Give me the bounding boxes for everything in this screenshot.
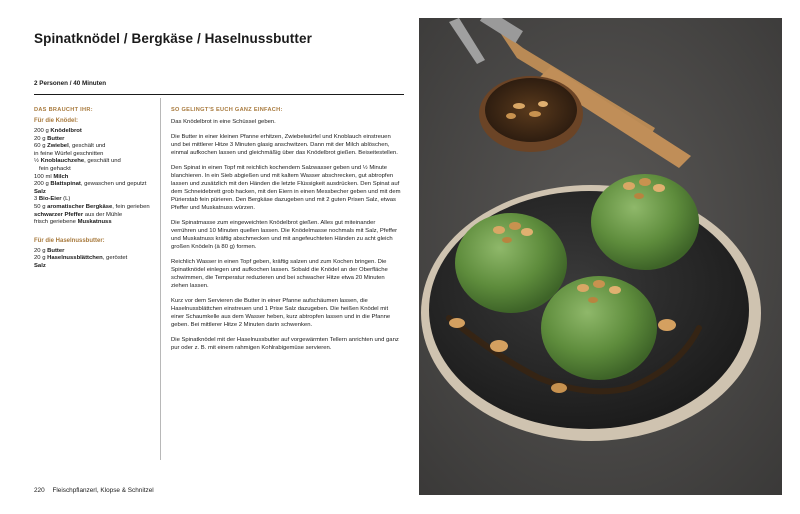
instruction-step: Reichlich Wasser in einen Topf geben, kräftig salzen und zum Kochen bringen. Die Spinatknödel einlegen und aufkochen lassen. Sobald die Knödel an der Oberfläche schwimmen, die Temperatur reduzieren und bei schwacher Hitze etwa 20 Minuten ziehen lassen. [171,259,388,289]
instructions-column [171,106,401,359]
ingredient-item: 3 Bio-Eier (L) [34,196,71,203]
ingredient-group-title: Für die Knödel: [34,118,78,124]
page-number: 220 [34,487,45,494]
ingredient-item: 20 g Butter [34,247,65,254]
ingredient-list-dumplings [34,128,156,227]
instruction-step: Kurz vor dem Servieren die Butter in einer Pfanne aufschäumen lassen, die Haselnussblättchen einstreuen und 1 Prise Salz dazugeben. Die heißen Knödel mit einer Schaumkelle aus dem Wasser heben, kurz abtropfen lassen und in die Pfanne geben. Bei mittlerer Hitze 2 Minuten darin schwenken. [171,298,391,328]
ingredient-group-title: Für die Haselnussbutter: [34,237,105,244]
instruction-step: Die Butter in einer kleinen Pfanne erhitzen, Zwiebelwürfel und Knoblauch einstreuen und bei mittlerer Hitze 3 Minuten glasig anschwitzen. Dann mit der Milch ablöschen, einmal aufkochen lassen und gleichmäßig über das Knödelbrot gießen. Beiseitestellen. [171,134,398,156]
instruction-step: Den Spinat in einen Topf mit reichlich kochendem Salzwasser geben und ½ Minute blanchieren. In ein Sieb abgießen und mit kaltem Wasser abschrecken, gut abtropfen lassen und zusätzlich mit den Händen die letzte Flüssigkeit ausdrücken. Den Spinat auf dem Schneidebrett grob hacken, mit den Eiern in einen Messbecher geben und mit dem Pürierstab fein pürieren. Den Bergkäse dazugeben und mit 2 guten Prisen Salz, etwas Pfeffer und Muskatnuss würzen. [171,165,401,211]
ingredient-item: 20 g Haselnussblättchen, geröstet [34,255,128,262]
ingredients-column [34,106,156,271]
ingredient-item: Salz [34,262,46,269]
dish-photo [419,18,782,495]
ingredient-list-hazelnut-butter [34,248,156,271]
dish-illustration [419,18,782,495]
hazelnut-flake [449,318,465,328]
ingredient-item: 20 g Butter [34,135,65,142]
instruction-step: Die Spinatknödel mit der Haselnussbutter auf vorgewärmten Tellern anrichten und ganz pur oder z. B. mit einem rahmigen Kohlrabigemüse servieren. [171,337,399,351]
dumpling [541,276,657,380]
recipe-title: Spinatknödel / Bergkäse / Haselnussbutter [34,31,312,46]
dumpling [455,213,567,313]
ingredient-item: schwarzer Pfeffer aus der Mühle [34,211,123,218]
ingredient-item: frisch geriebene Muskatnuss [34,219,112,226]
serving-info: 2 Personen / 40 Minuten [34,80,107,87]
ingredient-item: 200 g Blattspinat, gewaschen und geputzt [34,181,147,188]
hazelnut-flake [490,340,508,352]
instructions-heading: SO GELINGT'S EUCH GANZ EINFACH: [171,107,283,113]
hazelnut-flake [658,319,676,331]
ingredient-item: 100 ml Milch [34,173,69,180]
hazelnut-flake [551,383,567,393]
copper-pan [479,76,583,152]
ingredient-item: 60 g Zwiebel, geschält und [34,143,106,150]
instruction-step: Die Spinatmasse zum eingeweichten Knödelbrot gießen. Alles gut miteinander verrühren und 10 Minuten quellen lassen. Die Knödelmasse nochmals mit Salz, Pfeffer und Muskatnuss kräftig abschmecken und mit angefeuchteten Händen zu acht gleich großen Knödeln (à 80 g) formen. [171,220,398,250]
page-footer [34,487,154,494]
instruction-step: Das Knödelbrot in eine Schüssel geben. [171,119,276,125]
chapter-title: Fleischpflanzerl, Klopse & Schnitzel [52,487,154,494]
ingredient-item: 200 g Knödelbrot [34,128,82,134]
ingredient-item: 50 g aromatischer Bergkäse, fein gerieben [34,203,150,210]
dumpling [591,174,699,270]
ingredients-heading: DAS BRAUCHT IHR: [34,107,93,113]
ingredient-item: ½ Knoblauchzehe, geschält und [34,158,121,165]
column-divider [160,98,161,460]
header-rule [34,94,404,95]
ingredient-item: fein gehackt [39,165,71,172]
ingredient-item: in feine Würfel geschnitten [34,150,104,157]
ingredient-item: Salz [34,188,46,195]
